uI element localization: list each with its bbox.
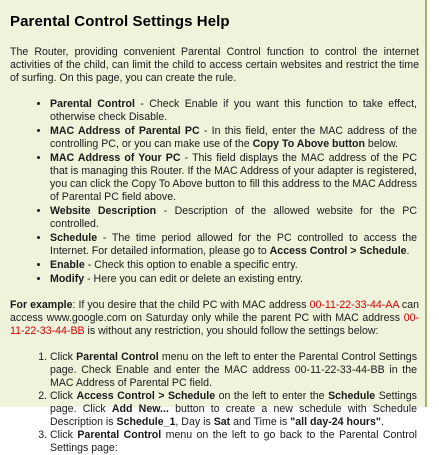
step-bold: "all day-24 hours" xyxy=(290,416,381,428)
term-description: . xyxy=(406,245,410,257)
term-description: below. xyxy=(364,138,398,150)
mac-child-address: 00-11-22-33-44-AA xyxy=(309,299,399,311)
example-text: is without any restriction, you should follow the settings below: xyxy=(84,325,379,337)
example-text: : If you desire that the child PC with MAC address xyxy=(72,299,310,311)
term-label: Modify xyxy=(50,273,85,285)
step-bold: Add New... xyxy=(111,403,169,415)
term-label: Website Description xyxy=(50,205,157,217)
intro-paragraph: The Router, providing convenient Parental Control function to control the internet activities of the child, can limit the child to access certain websites and restrict the time of surfing. On this page, you can create the rule. xyxy=(10,46,419,84)
step-text: Click xyxy=(50,429,78,441)
step-item xyxy=(50,351,417,390)
term-description: - Check Enable if you want this function to take effect, otherwise check Disable. xyxy=(50,98,417,123)
step-text: menu on the left to go back to the Parental Control Settings page: xyxy=(50,429,417,454)
term-description: - Here you can edit or delete an existing entry. xyxy=(84,273,303,285)
step-text: menu on the left to enter the Parental Control Settings page. Check Enable and enter the MAC address 00-11-22-33-44-BB in the MAC Address of Parental PC field. xyxy=(50,351,417,389)
step-text: Settings page. Click xyxy=(50,390,417,415)
term-label: Parental Control xyxy=(50,98,135,110)
step-bold: Parental Control xyxy=(76,351,159,363)
step-text: on the left to enter the xyxy=(215,390,329,402)
page-margin xyxy=(427,0,439,407)
term-label: MAC Address of Parental PC xyxy=(50,125,200,137)
inline-bold: Access Control > Schedule xyxy=(269,245,407,257)
step-text: . xyxy=(380,416,384,428)
term-description: - In this field, enter the MAC address of the controlling PC, or you can make use of the xyxy=(50,125,417,150)
step-item xyxy=(50,429,417,455)
term-description: - This field displays the MAC address of the PC that is managing this Router. If the MAC Address of your adapter is registered, you can click the Copy To Above button to fill this address to the MAC Address of Parental PC field above. xyxy=(50,152,417,203)
field-descriptions-list xyxy=(10,98,419,286)
step-item xyxy=(50,390,417,429)
step-bold: Schedule xyxy=(328,390,376,402)
list-item-schedule xyxy=(50,232,417,258)
term-label: MAC Address of Your PC xyxy=(50,152,181,164)
list-item-mac-parental-pc xyxy=(50,125,417,151)
step-text: Click xyxy=(50,390,77,402)
step-bold: Sat xyxy=(213,416,231,428)
example-text: can access www.google.com on Saturday only while the parent PC with MAC address xyxy=(10,299,419,324)
term-description: - Description of the allowed website for the PC controlled. xyxy=(50,205,418,230)
example-paragraph xyxy=(10,299,419,338)
step-bold: Schedule_1 xyxy=(116,416,176,428)
step-text: , Day is xyxy=(175,416,214,428)
step-text: button to create a new schedule with Schedule Description is xyxy=(50,403,417,428)
step-bold: Parental Control xyxy=(77,429,162,441)
step-bold: Access Control > Schedule xyxy=(76,390,216,402)
inline-bold: Copy To Above button xyxy=(252,138,365,150)
steps-list xyxy=(10,351,419,455)
list-item-website-description xyxy=(50,205,417,231)
list-item-mac-your-pc xyxy=(50,152,417,204)
term-description: - Check this option to enable a specific entry. xyxy=(84,259,298,271)
term-label: Enable xyxy=(50,259,85,271)
step-text: and Time is xyxy=(230,416,291,428)
term-description: - The time period allowed for the PC controlled to access the Internet. For detailed information, please go to xyxy=(50,232,417,257)
list-item-modify xyxy=(50,273,417,286)
term-label: Schedule xyxy=(50,232,98,244)
mac-parent-address: 00-11-22-33-44-BB xyxy=(10,312,419,337)
list-item-parental-control xyxy=(50,98,417,124)
list-item-enable xyxy=(50,259,417,272)
example-lead: For example xyxy=(10,299,73,311)
step-text: Click xyxy=(50,351,77,363)
page-title: Parental Control Settings Help xyxy=(10,13,230,30)
